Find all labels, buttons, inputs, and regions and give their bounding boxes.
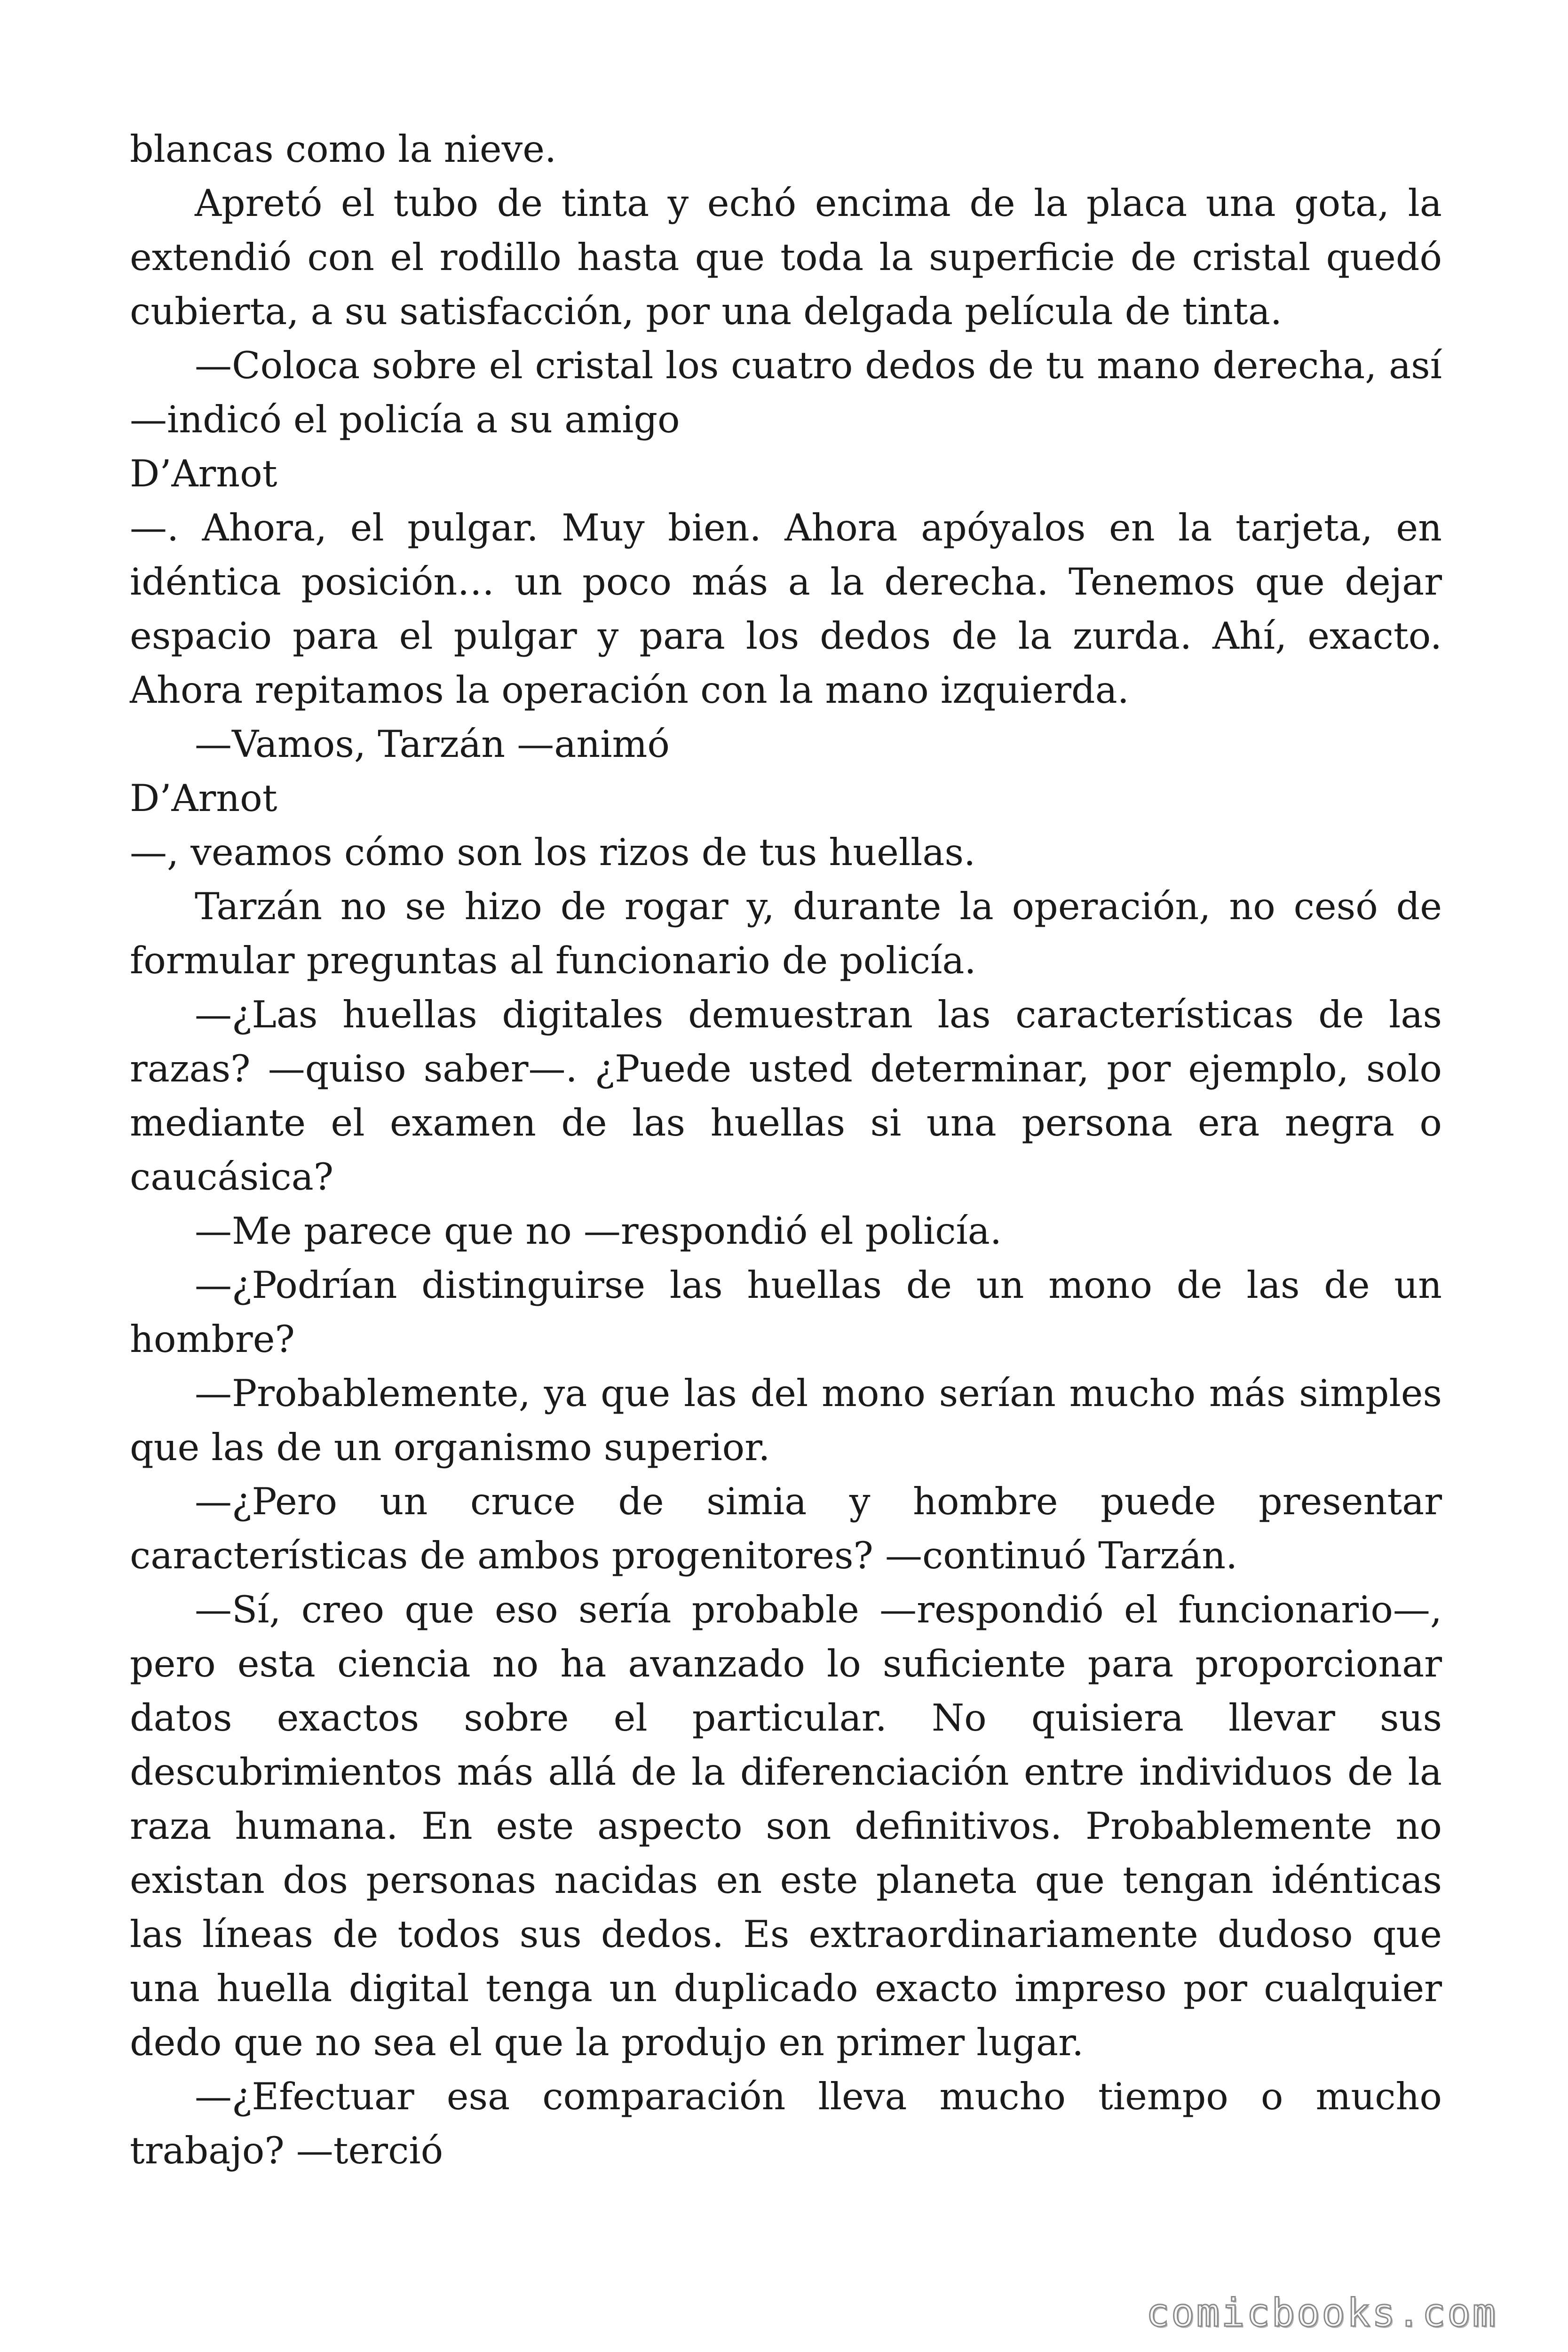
paragraph-2: Apretó el tubo de tinta y echó encima de la placa una gota, la extendió con el rodillo hasta que toda la superficie de cristal quedó cubierta, a su satisfacción, por una delgada película de tinta. [130,182,1442,333]
paragraph-5: —. Ahora, el pulgar. Muy bien. Ahora apóyalos en la tarjeta, en idéntica posición… un poco más a la derecha. Tenemos que dejar espacio para el pulgar y para los dedos de la zurda. Ahí, exacto. Ahora repitamos la operación con la mano izquierda. [130,506,1442,712]
paragraph-10: —¿Las huellas digitales demuestran las características de las razas? —quiso saber—. ¿Puede usted determinar, por ejemplo, solo mediante el examen de las huellas si una persona era negra o caucásica? [130,993,1442,1199]
book-page-text [130,122,1442,2178]
paragraph-1: blancas como la nieve. [130,127,557,171]
paragraph-12: —¿Podrían distinguirse las huellas de un mono de las de un hombre? [130,1263,1442,1361]
paragraph-9: Tarzán no se hizo de rogar y, durante la operación, no cesó de formular preguntas al funcionario de policía. [130,885,1442,982]
paragraph-13: —Probablemente, ya que las del mono serían mucho más simples que las de un organismo superior. [130,1372,1442,1469]
paragraph-11: —Me parece que no —respondió el policía. [195,1209,1002,1253]
paragraph-14: —¿Pero un cruce de simia y hombre puede presentar características de ambos progenitores? —continuó Tarzán. [130,1480,1442,1577]
paragraph-6: —Vamos, Tarzán —animó [195,723,670,766]
paragraph-8: —, veamos cómo son los rizos de tus huellas. [130,831,976,874]
watermark: comicbooks.com [1146,2291,1497,2336]
paragraph-15: —Sí, creo que eso sería probable —respondió el funcionario—, pero esta ciencia no ha avanzado lo suficiente para proporcionar datos exactos sobre el particular. No quisiera llevar sus descubrimientos más allá de la diferenciación entre individuos de la raza humana. En este aspecto son definitivos. Probablemente no existan dos personas nacidas en este planeta que tengan idénticas las líneas de todos sus dedos. Es extraordinariamente dudoso que una huella digital tenga un duplicado exacto impreso por cualquier dedo que no sea el que la produjo en primer lugar. [130,1588,1442,2064]
paragraph-3: —Coloca sobre el cristal los cuatro dedos de tu mano derecha, así —indicó el policía a su amigo [130,344,1442,441]
paragraph-7: D’Arnot [130,777,277,820]
paragraph-16: —¿Efectuar esa comparación lleva mucho tiempo o mucho trabajo? —terció [130,2075,1442,2172]
paragraph-4: D’Arnot [130,452,277,495]
